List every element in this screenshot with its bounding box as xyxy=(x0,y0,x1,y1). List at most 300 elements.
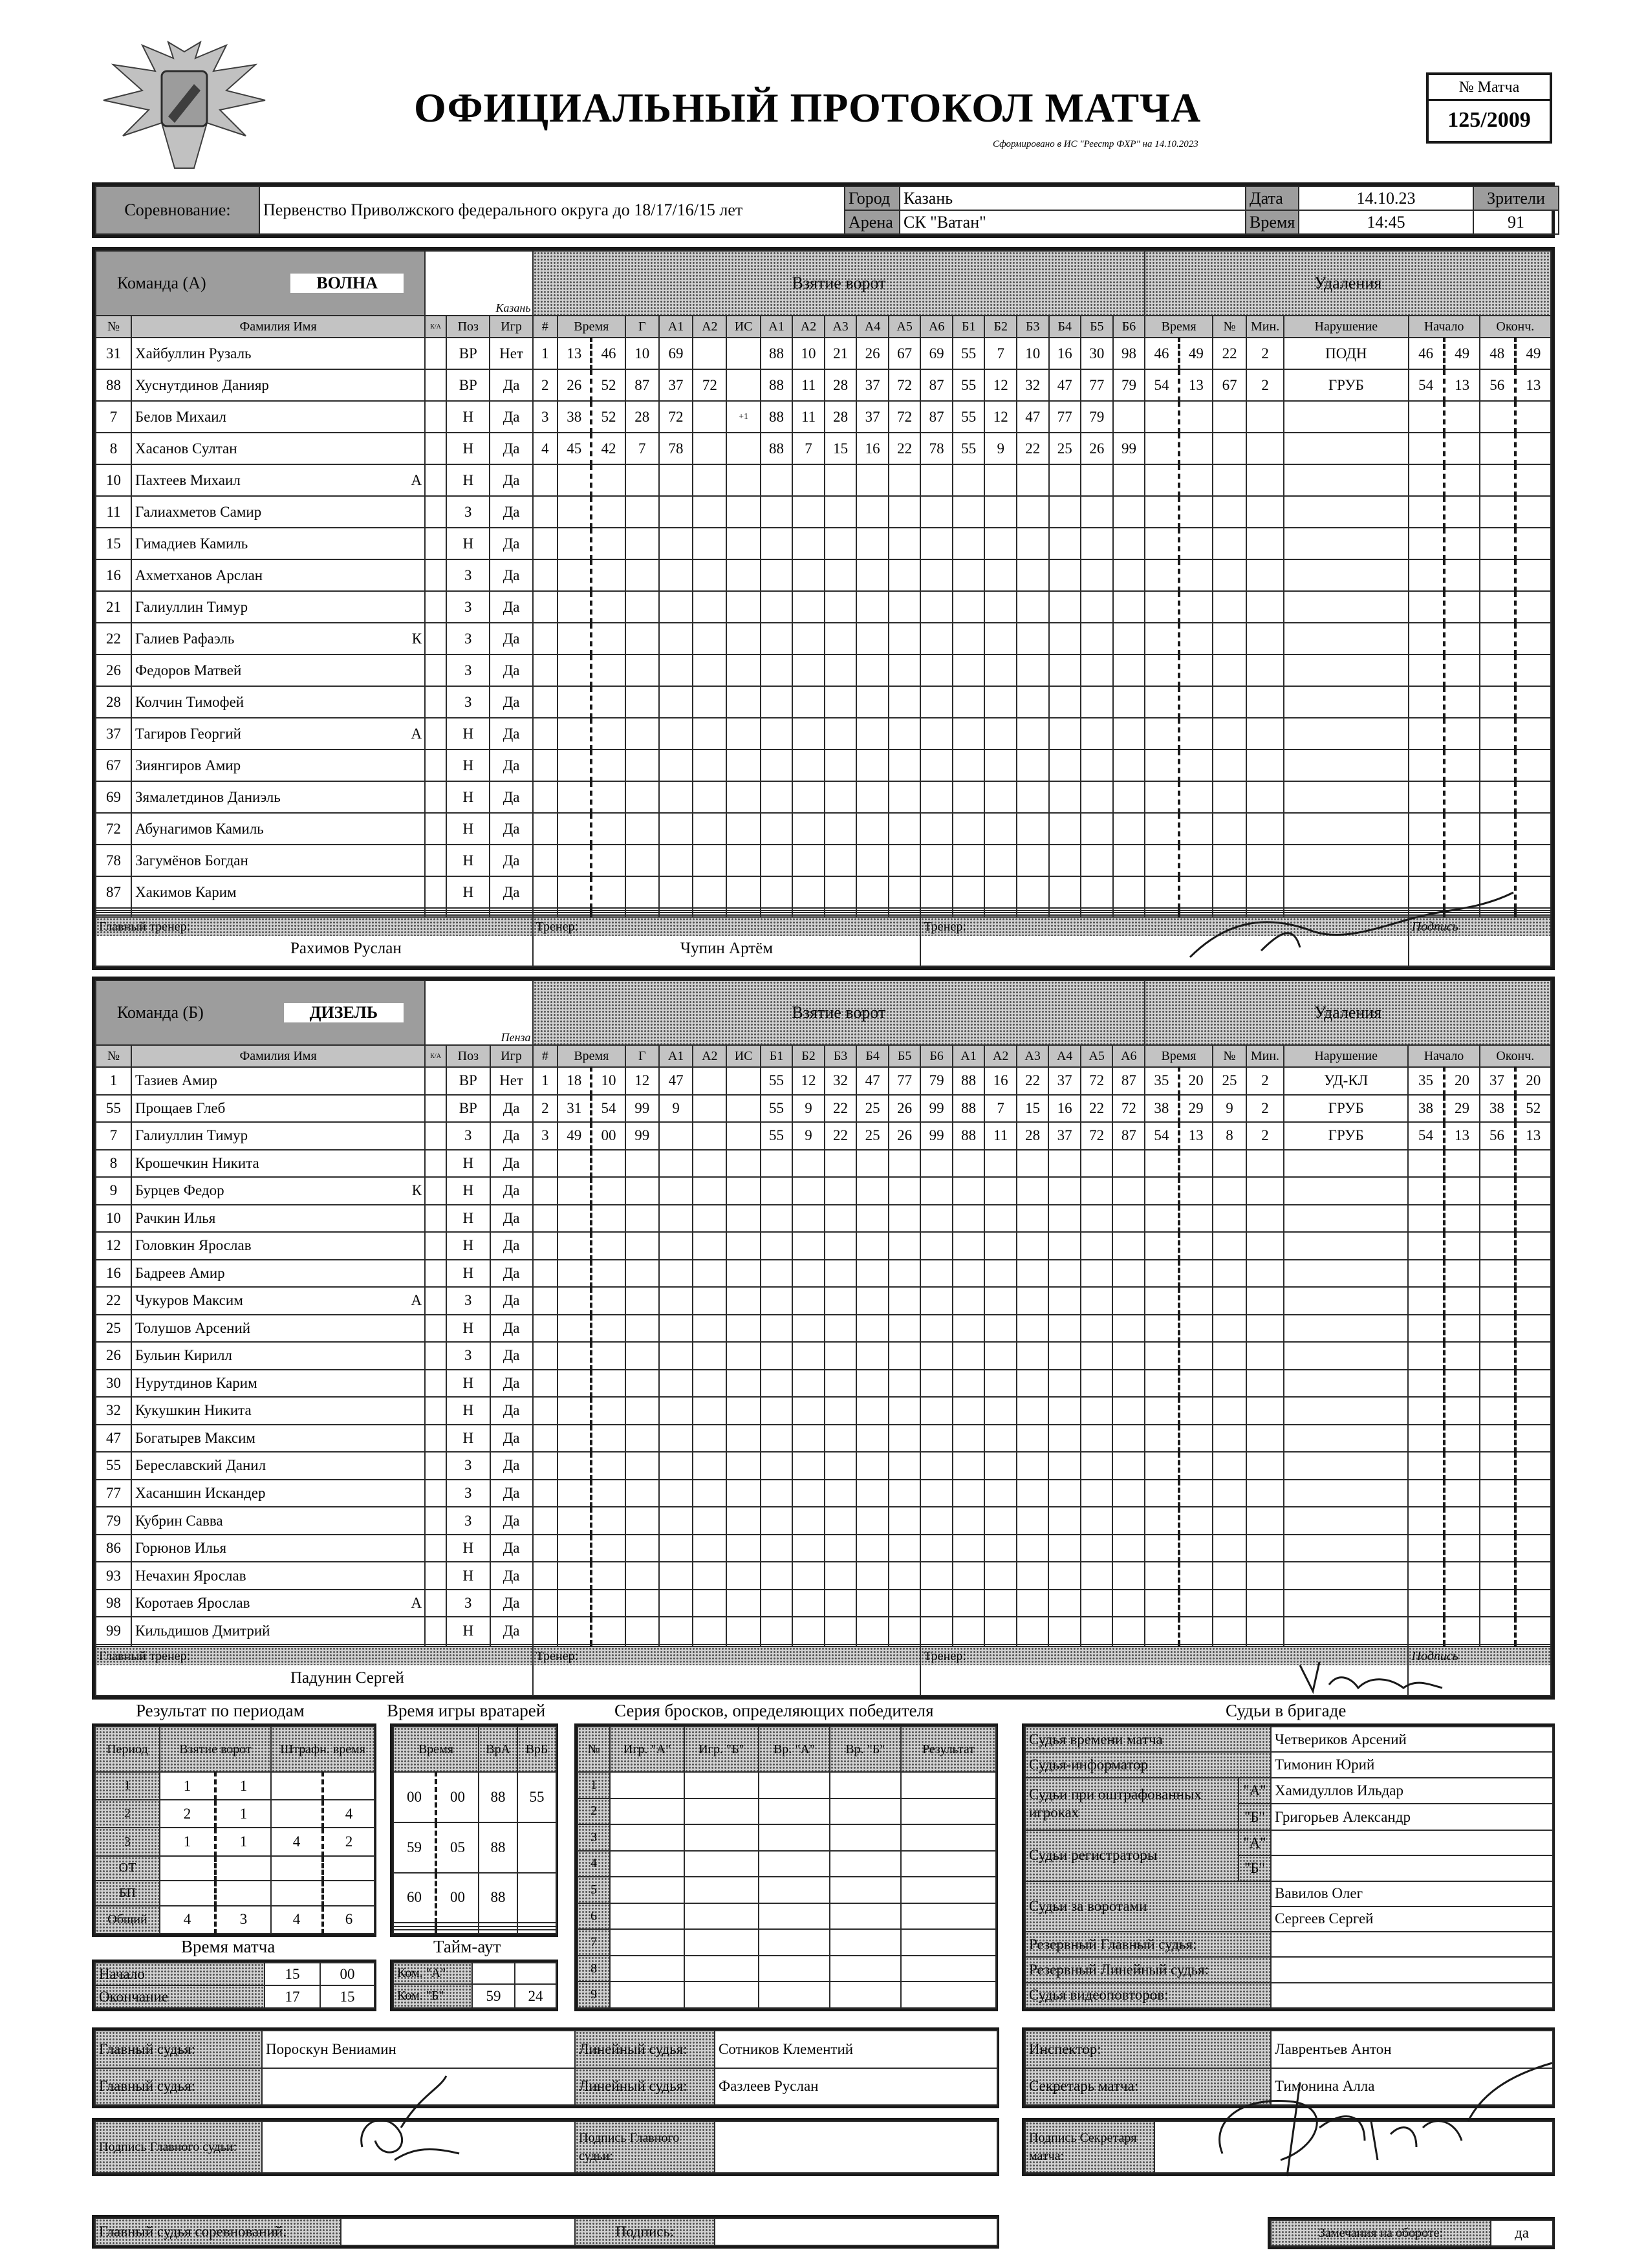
goal-on-ice xyxy=(792,1480,825,1507)
goal-scorer xyxy=(625,1260,659,1288)
goal-opp-ice: 88 xyxy=(953,1122,985,1150)
player-name: Кубрин Савва xyxy=(135,1512,223,1529)
roster-row xyxy=(96,1480,1551,1507)
period-col-header: Период xyxy=(95,1727,160,1772)
player-played: Да xyxy=(490,876,532,908)
player-position: Н xyxy=(446,781,490,813)
pen-player: 9 xyxy=(1213,1095,1246,1123)
pen-start-min xyxy=(1409,750,1444,781)
goal-on-ice xyxy=(856,1205,889,1233)
goal-situation xyxy=(726,750,760,781)
pen-player xyxy=(1213,1150,1246,1178)
goal-situation xyxy=(726,1122,760,1150)
player-name-cell xyxy=(131,845,425,876)
goal-opp-ice xyxy=(953,1425,985,1453)
pen-start-min: 38 xyxy=(1408,1095,1444,1123)
roster-row xyxy=(96,369,1551,401)
goal-opp-ice xyxy=(1048,1590,1081,1617)
goal-situation xyxy=(726,1067,760,1095)
goal-minute xyxy=(558,876,591,908)
player-played: Да xyxy=(490,1397,533,1425)
pen-second xyxy=(1179,433,1213,464)
pen-start-min xyxy=(1409,433,1444,464)
player-name-cell xyxy=(131,1397,425,1425)
goal-opp-ice xyxy=(953,1370,985,1398)
pen-minutes xyxy=(1246,1397,1284,1425)
goal-on-ice xyxy=(761,654,793,686)
col-on-ice: Б1 xyxy=(761,1045,793,1067)
pen-minute xyxy=(1145,813,1178,845)
player-played: Да xyxy=(490,623,532,654)
player-name-cell xyxy=(131,1205,425,1233)
pen-end-min xyxy=(1480,1205,1515,1233)
pen-start-sec xyxy=(1444,528,1480,559)
goal-assist-1 xyxy=(659,750,693,781)
goal-opp-ice xyxy=(953,781,985,813)
period-row xyxy=(95,1881,374,1906)
player-name: Береславский Данил xyxy=(135,1457,266,1474)
goal-on-ice xyxy=(889,1507,921,1535)
goal-assist-2 xyxy=(693,1452,726,1480)
remarks-box xyxy=(1268,2217,1555,2249)
pen-start-min xyxy=(1408,1342,1444,1370)
gk-row xyxy=(393,1930,556,1934)
goal-on-ice xyxy=(792,1150,825,1178)
col-pen-end: Оконч. xyxy=(1480,316,1551,338)
pen-start-sec: 29 xyxy=(1444,1095,1480,1123)
player-number: 78 xyxy=(96,845,131,876)
goal-on-ice xyxy=(889,1232,921,1260)
goal-opp-ice xyxy=(1048,1507,1081,1535)
goal-opp-ice xyxy=(1081,813,1113,845)
pen-second xyxy=(1179,1617,1213,1645)
player-name-cell xyxy=(131,750,425,781)
timeout-b-label: Ком. "Б" xyxy=(393,1984,472,2008)
goal-on-ice xyxy=(825,1590,857,1617)
goal-second xyxy=(591,1205,625,1233)
goal-situation xyxy=(726,433,760,464)
shootout-row xyxy=(578,1824,996,1851)
goal-assist-2 xyxy=(693,1507,726,1535)
goal-opp-ice xyxy=(1049,686,1081,718)
goal-assist-2 xyxy=(693,1232,726,1260)
roster-row xyxy=(96,464,1551,496)
goal-assist-2 xyxy=(693,464,726,496)
player-name: Ахметханов Арслан xyxy=(135,567,263,583)
main-ref-signature-mark xyxy=(349,2069,466,2173)
goal-opp-ice xyxy=(1112,1590,1145,1617)
head-coach-name: Падунин Сергей xyxy=(290,1669,404,1687)
pen-end-min xyxy=(1480,623,1515,654)
goal-on-ice xyxy=(825,1315,857,1343)
goal-on-ice xyxy=(856,654,889,686)
goal-on-ice xyxy=(792,528,825,559)
player-played: Да xyxy=(490,813,532,845)
line-ref-label-2: Линейный судья: xyxy=(575,2068,715,2106)
goal-assist-1 xyxy=(659,1617,693,1645)
player-position: ВР xyxy=(446,338,490,369)
gk-minute: 00 xyxy=(393,1772,436,1822)
player-position: Н xyxy=(446,528,490,559)
pen-start-min xyxy=(1409,496,1444,528)
pen-violation xyxy=(1284,401,1409,433)
pen-end-sec xyxy=(1515,1287,1551,1315)
player-name: Зямалетдинов Даниэль xyxy=(135,788,281,805)
pen-start-sec xyxy=(1444,1507,1480,1535)
goal-on-ice xyxy=(825,876,857,908)
player-name: Гимадиев Камиль xyxy=(135,535,248,552)
player-name-cell xyxy=(131,338,425,369)
goal-opp-ice xyxy=(984,654,1017,686)
player-played: Да xyxy=(490,369,532,401)
pen-player xyxy=(1213,496,1246,528)
goal-on-ice xyxy=(889,1397,921,1425)
roster-row xyxy=(96,718,1551,750)
player-number: 79 xyxy=(96,1507,131,1535)
pen-minute xyxy=(1145,1342,1178,1370)
goal-assist-2 xyxy=(693,528,726,559)
goal-assist-2 xyxy=(693,433,726,464)
city-value: Казань xyxy=(900,186,1246,210)
goal-on-ice xyxy=(825,1287,857,1315)
goal-assist-2 xyxy=(693,623,726,654)
pen-violation xyxy=(1284,845,1409,876)
player-spacer xyxy=(425,654,446,686)
player-name: Галиев Рафаэль xyxy=(135,630,235,647)
goal-situation xyxy=(726,559,760,591)
pen-violation xyxy=(1284,1397,1409,1425)
pen-start-sec xyxy=(1444,401,1480,433)
captain-mark: А xyxy=(411,471,422,488)
goal-on-ice xyxy=(825,813,857,845)
goal-scorer xyxy=(625,781,659,813)
goal-assist-1 xyxy=(659,1342,693,1370)
pen-second xyxy=(1179,845,1213,876)
pen-start-sec xyxy=(1444,1205,1480,1233)
player-spacer xyxy=(425,369,446,401)
goal-scorer xyxy=(625,1287,659,1315)
coach-name: Чупин Артём xyxy=(680,940,774,957)
goal-opp-ice xyxy=(1049,876,1081,908)
player-name-cell xyxy=(131,623,425,654)
pen-second xyxy=(1179,401,1213,433)
goal-on-ice: 99 xyxy=(920,1095,953,1123)
col-name: Фамилия Имя xyxy=(131,316,425,338)
player-played: Да xyxy=(490,1232,533,1260)
player-position: Н xyxy=(446,464,490,496)
goal-on-ice xyxy=(856,845,889,876)
reserve-line-label: Резервный Линейный судья: xyxy=(1025,1957,1271,1982)
pen-minute xyxy=(1145,623,1178,654)
goal-assist-2 xyxy=(693,1150,726,1178)
pen-end-min xyxy=(1480,528,1515,559)
roster-row xyxy=(96,1452,1551,1480)
goal-assist-2: 72 xyxy=(693,369,726,401)
goal-index: 3 xyxy=(533,401,558,433)
pen-minute xyxy=(1145,781,1178,813)
pen-end-sec xyxy=(1515,433,1551,464)
col-play: Игр xyxy=(490,1045,533,1067)
player-number: 16 xyxy=(96,1260,131,1288)
pen-minutes xyxy=(1246,591,1284,623)
goal-on-ice xyxy=(920,1370,953,1398)
player-position: З xyxy=(446,654,490,686)
goal-opp-ice xyxy=(953,1150,985,1178)
goal-scorer xyxy=(625,718,659,750)
match-number: 125/2009 xyxy=(1447,108,1531,132)
captain-mark: К xyxy=(411,630,422,647)
goal-on-ice xyxy=(792,845,825,876)
goal-on-ice xyxy=(761,591,793,623)
period-goals-a: 4 xyxy=(160,1906,215,1934)
time-label: Время xyxy=(1246,210,1299,234)
pen-start-min xyxy=(1409,654,1444,686)
pen-player xyxy=(1213,718,1246,750)
pen-end-min xyxy=(1480,1452,1515,1480)
goal-assist-2 xyxy=(693,496,726,528)
goal-assist-1 xyxy=(659,559,693,591)
goal-opp-ice xyxy=(984,845,1017,876)
goal-opp-ice xyxy=(953,1315,985,1343)
player-position: Н xyxy=(446,433,490,464)
roster-row xyxy=(96,1342,1551,1370)
player-played: Да xyxy=(490,1122,533,1150)
goal-situation xyxy=(726,1452,760,1480)
pen-minutes xyxy=(1246,1260,1284,1288)
penalty-judge-b-tag: "Б" xyxy=(1239,1804,1271,1830)
goal-second xyxy=(591,1232,625,1260)
player-spacer xyxy=(425,1590,446,1617)
player-name: Абунагимов Камиль xyxy=(135,820,264,837)
player-name: Пахтеев Михаил xyxy=(135,471,241,488)
pen-player xyxy=(1213,1590,1246,1617)
goal-second xyxy=(591,559,625,591)
goal-on-ice xyxy=(920,528,953,559)
player-name-cell xyxy=(131,1562,425,1590)
line-ref-label-1: Линейный судья: xyxy=(575,2031,715,2068)
goal-scorer: 99 xyxy=(625,1122,659,1150)
goal-index xyxy=(533,1480,558,1507)
pen-end-sec xyxy=(1515,686,1551,718)
pen-violation xyxy=(1284,433,1409,464)
col-goal-a2: А2 xyxy=(693,1045,726,1067)
pen-start-sec xyxy=(1444,1370,1480,1398)
pen-violation xyxy=(1284,718,1409,750)
player-played: Да xyxy=(490,750,532,781)
pen-minute xyxy=(1145,559,1178,591)
goal-minute xyxy=(558,1397,591,1425)
pen-minute xyxy=(1145,1370,1178,1398)
gk-a: 88 xyxy=(479,1772,517,1822)
goal-scorer xyxy=(625,1480,659,1507)
pen-end-sec xyxy=(1515,1617,1551,1645)
pen-start-min xyxy=(1408,1535,1444,1562)
gk-row xyxy=(393,1772,556,1822)
player-spacer xyxy=(425,1177,446,1205)
goal-on-ice xyxy=(761,1177,793,1205)
goal-scorer xyxy=(625,845,659,876)
goal-on-ice xyxy=(761,1315,793,1343)
col-on-ice: А5 xyxy=(889,316,921,338)
pen-end-min xyxy=(1480,686,1515,718)
goal-on-ice xyxy=(792,1177,825,1205)
period-name: Общий xyxy=(95,1906,160,1934)
player-spacer xyxy=(425,1287,446,1315)
goal-opp-ice xyxy=(1081,781,1113,813)
goal-on-ice xyxy=(920,781,953,813)
goal-on-ice: 26 xyxy=(856,338,889,369)
timeout-table xyxy=(390,1960,558,2011)
goal-opp-ice xyxy=(953,845,985,876)
goal-situation xyxy=(726,591,760,623)
goal-opp-ice xyxy=(1112,1562,1145,1590)
goal-opp-ice xyxy=(1112,1205,1145,1233)
goal-on-ice xyxy=(792,1232,825,1260)
player-name: Богатырев Максим xyxy=(135,1429,255,1446)
roster-row xyxy=(96,1122,1551,1150)
roster-row xyxy=(96,1205,1551,1233)
pen-minutes xyxy=(1246,750,1284,781)
goal-opp-ice xyxy=(1017,1397,1049,1425)
goal-on-ice xyxy=(920,591,953,623)
player-played: Да xyxy=(490,1177,533,1205)
pen-minutes xyxy=(1246,1507,1284,1535)
goal-assist-2 xyxy=(693,559,726,591)
goal-opp-ice xyxy=(1048,1617,1081,1645)
goal-opp-ice: 30 xyxy=(1081,338,1113,369)
pen-start-sec xyxy=(1444,1397,1480,1425)
player-played: Да xyxy=(490,781,532,813)
goal-on-ice: 69 xyxy=(920,338,953,369)
goal-opp-ice: 22 xyxy=(1017,433,1049,464)
goal-on-ice xyxy=(889,623,921,654)
goal-second xyxy=(591,1342,625,1370)
goal-on-ice xyxy=(920,1562,953,1590)
goal-situation xyxy=(726,496,760,528)
goal-on-ice xyxy=(889,1150,921,1178)
goal-on-ice xyxy=(761,1205,793,1233)
match-start-label: Начало xyxy=(95,1963,265,1985)
goal-situation xyxy=(726,338,760,369)
shoot-res-header: Результат xyxy=(901,1727,996,1772)
pen-minutes: 2 xyxy=(1246,1067,1284,1095)
goal-on-ice xyxy=(889,464,921,496)
pen-violation xyxy=(1284,750,1409,781)
main-ref-1: Пороскун Вениамин xyxy=(262,2031,575,2068)
player-number: 22 xyxy=(96,623,131,654)
pen-second xyxy=(1179,686,1213,718)
spectators-value: 91 xyxy=(1473,210,1559,234)
goal-index xyxy=(533,1425,558,1453)
goal-assist-2 xyxy=(693,750,726,781)
player-position: З xyxy=(446,559,490,591)
goal-on-ice xyxy=(825,686,857,718)
goal-on-ice: 87 xyxy=(920,369,953,401)
gk-a xyxy=(479,1930,517,1934)
goal-on-ice xyxy=(792,686,825,718)
competition-name: Первенство Приволжского федерального округа до 18/17/16/15 лет xyxy=(259,186,845,234)
pen-second xyxy=(1179,1452,1213,1480)
pen-minutes xyxy=(1246,1177,1284,1205)
goal-opp-ice: 22 xyxy=(1081,1095,1113,1123)
goal-second xyxy=(591,686,625,718)
goal-scorer: 99 xyxy=(625,1095,659,1123)
pen-violation: УД-КЛ xyxy=(1284,1067,1409,1095)
goal-on-ice xyxy=(761,559,793,591)
player-name: Галиахметов Самир xyxy=(135,503,262,520)
player-played: Да xyxy=(490,591,532,623)
pen-second xyxy=(1179,750,1213,781)
pen-violation xyxy=(1284,1617,1409,1645)
goal-on-ice xyxy=(889,1617,921,1645)
player-played: Да xyxy=(490,1617,533,1645)
pen-end-sec xyxy=(1515,1590,1551,1617)
goal-on-ice: 37 xyxy=(856,369,889,401)
roster-row xyxy=(96,401,1551,433)
goal-on-ice xyxy=(792,654,825,686)
col-pos: Поз xyxy=(446,1045,490,1067)
goal-on-ice: 55 xyxy=(761,1122,793,1150)
goal-assist-1 xyxy=(659,1425,693,1453)
goal-assist-2 xyxy=(693,1397,726,1425)
goal-assist-1 xyxy=(659,1590,693,1617)
team-b-section xyxy=(92,977,1555,1700)
goal-opp-ice: 10 xyxy=(1017,338,1049,369)
goal-second: 42 xyxy=(591,433,625,464)
goal-on-ice xyxy=(825,528,857,559)
pen-minute xyxy=(1145,1287,1178,1315)
goal-on-ice xyxy=(889,1480,921,1507)
col-goal-time: Время xyxy=(558,1045,625,1067)
goal-situation xyxy=(726,1342,760,1370)
roster-row xyxy=(96,1067,1551,1095)
shootout-row xyxy=(578,1956,996,1982)
pen-start-sec xyxy=(1444,1315,1480,1343)
goal-on-ice xyxy=(761,496,793,528)
pen-violation xyxy=(1284,1342,1409,1370)
goal-opp-ice xyxy=(953,1177,985,1205)
pen-start-sec xyxy=(1444,496,1480,528)
goal-opp-ice xyxy=(953,1397,985,1425)
goal-on-ice xyxy=(889,654,921,686)
goal-on-ice xyxy=(761,845,793,876)
goal-on-ice xyxy=(792,1205,825,1233)
goal-opp-ice xyxy=(1048,1342,1081,1370)
goal-assist-2 xyxy=(693,1205,726,1233)
goal-second xyxy=(591,1425,625,1453)
goal-on-ice xyxy=(889,781,921,813)
informer-name: Тимонин Юрий xyxy=(1271,1752,1553,1777)
registrar-a-tag: "А" xyxy=(1239,1830,1271,1855)
pen-end-sec xyxy=(1515,1562,1551,1590)
match-time-table xyxy=(92,1960,376,2011)
goal-opp-ice: 16 xyxy=(1048,1095,1081,1123)
goal-on-ice xyxy=(761,1562,793,1590)
player-number: 88 xyxy=(96,369,131,401)
period-name: ОТ xyxy=(95,1856,160,1881)
goals-title: Взятие ворот xyxy=(533,980,1145,1045)
roster-row xyxy=(96,781,1551,813)
goal-assist-2 xyxy=(693,1095,726,1123)
goal-minute xyxy=(558,686,591,718)
pen-violation xyxy=(1284,813,1409,845)
goal-on-ice: 7 xyxy=(792,433,825,464)
player-number: 67 xyxy=(96,750,131,781)
pen-start-sec xyxy=(1444,1452,1480,1480)
pen-violation xyxy=(1284,464,1409,496)
goal-opp-ice xyxy=(1081,686,1113,718)
pen-end-sec xyxy=(1515,1425,1551,1453)
